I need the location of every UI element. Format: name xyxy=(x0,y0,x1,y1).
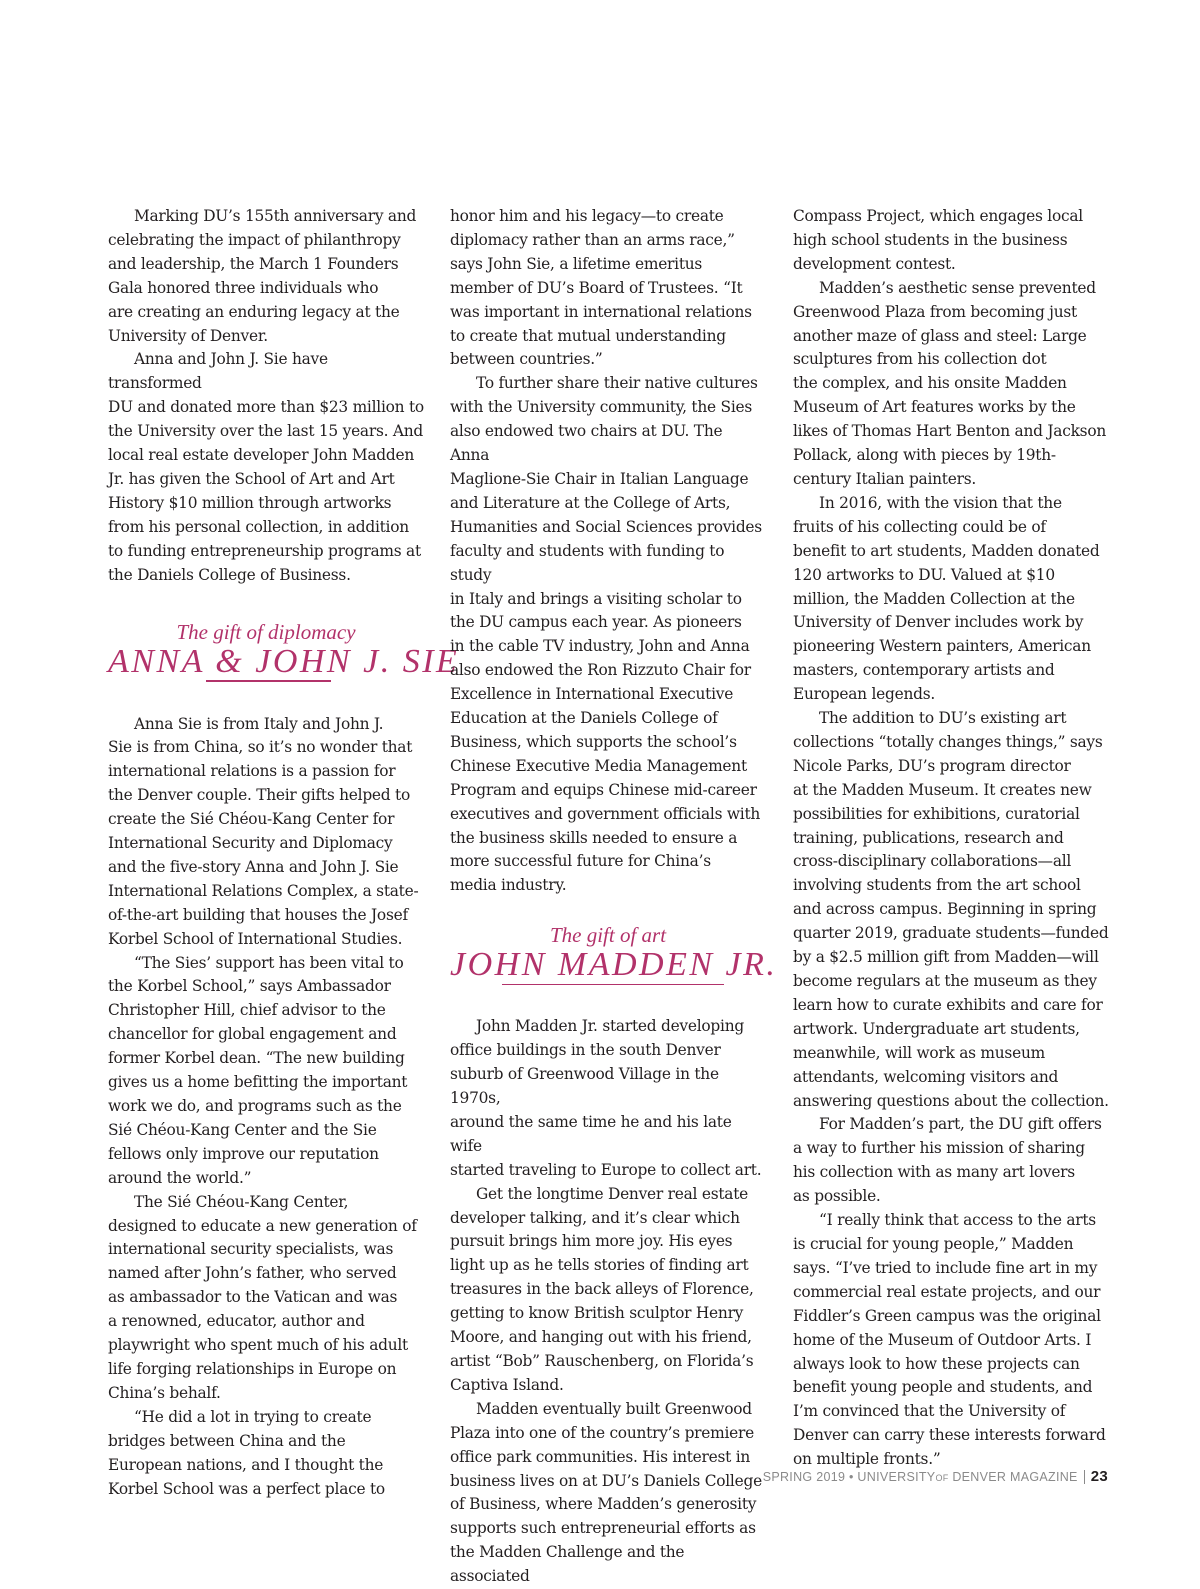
article-column-1 xyxy=(108,205,460,1501)
footer-magazine: DENVER MAGAZINE xyxy=(952,1470,1078,1484)
paragraph: For Madden’s part, the DU gift offers a way to further his mission of sharing his collection with as many art lovers as possible. xyxy=(793,1115,1102,1206)
paragraph: “The Sies’ support has been vital to the Korbel School,” says Ambassador Christopher Hill, chief advisor to the chancellor for global engagement and former Korbel dean. “The new building gives us a home befitting the important work we do, and programs such as the Sié Chéou-Kang Center and the Sie fellows only improve our reputation around the world.” xyxy=(108,953,408,1187)
paragraph: The Sié Chéou-Kang Center, designed to educate a new generation of international security specialists, was named after John’s father, who served as ambassador to the Vatican and was a renowned, educator, author and playwright who spent much of his adult life forging relationships in Europe on China’s behalf. xyxy=(108,1192,417,1402)
footer-of: OF xyxy=(935,1473,949,1483)
paragraph: “I really think that access to the arts is crucial for young people,” Madden says. “I’ve tried to include fine art in my commercial real estate projects, and our Fiddler’s Green campus was the original home of the Museum of Outdoor Arts. I always look to how these projects can benefit young people and students, and I’m convinced that the University of Denver can carry these interests forward on multiple fronts.” xyxy=(793,1211,1106,1469)
paragraph: The addition to DU’s existing art collections “totally changes things,” says Nicole Parks, DU’s program director at the Madden Museum. It creates new possibilities for exhibitions, curatorial training, publications, research and cross-disciplinary collaborations—all involving students from the art school and across campus. Beginning in spring quarter 2019, graduate students—funded by a $2.5 million gift from Madden—will become regulars at the museum as they learn how to curate exhibits and care for artwork. Undergraduate art students, meanwhile, will work as museum attendants, welcoming visitors and answering questions about the collection. xyxy=(793,709,1109,1110)
paragraph: In 2016, with the vision that the fruits of his collecting could be of benefit to art students, Madden donated 120 artworks to DU. Valued at $10 million, the Madden Collection at the University of Denver includes work by pioneering Western painters, American masters, contemporary artists and European legends. xyxy=(793,493,1100,704)
heading-name: JOHN MADDEN JR. xyxy=(450,946,778,984)
heading-name: ANNA & JOHN J. SIE xyxy=(108,642,460,680)
heading-name-wrapper xyxy=(108,644,459,680)
paragraph-continued: Compass Project, which engages local high school students in the business development contest. xyxy=(793,207,1083,273)
article-column-3 xyxy=(793,205,1109,1472)
paragraph: Anna Sie is from Italy and John J. Sie is from China, so it’s no wonder that international relations is a passion for the Denver couple. Their gifts helped to create the Sié Chéou-Kang Center for International Security and Diplomacy and the five-story Anna and John J. Sie International Relations Complex, a state- of-the-art building that houses the Josef Korbel School of International Studies. xyxy=(108,714,419,948)
heading-kicker: The gift of art xyxy=(549,923,667,948)
paragraph: Marking DU’s 155th anniversary and celebrating the impact of philanthropy and leadership, the March 1 Founders Gala honored three individuals who are creating an enduring legacy at the University of Denver. xyxy=(108,207,417,345)
paragraph: Madden eventually built Greenwood Plaza into one of the country’s premiere office park communities. His interest in business lives on at DU’s Daniels College of Business, where Madden’s generosity supports such entrepreneurial efforts as the Madden Challenge and the associated xyxy=(450,1399,762,1586)
section-heading-madden xyxy=(450,923,778,984)
paragraph: “He did a lot in trying to create bridges between China and the European nations, and I thought the Korbel School was a perfect place to xyxy=(108,1407,385,1498)
section-heading-sie xyxy=(108,619,460,680)
paragraph: Get the longtime Denver real estate developer talking, and it’s clear which pursuit brings him more joy. His eyes light up as he tells stories of finding art treasures in the back alleys of Florence, getting to know British sculptor Henry Moore, and hanging out with his friend, artist “Bob” Rauschenberg, on Florida’s Captiva Island. xyxy=(450,1184,754,1394)
article-column-2 xyxy=(450,205,778,1589)
heading-kicker: The gift of diplomacy xyxy=(176,619,356,644)
footer-divider xyxy=(1084,1470,1085,1484)
heading-underline xyxy=(502,984,724,986)
paragraph: Madden’s aesthetic sense prevented Greenwood Plaza from becoming just another maze of glass and steel: Large sculptures from his collection dot the complex, and his onsite Madden Museum of Art features works by the likes of Thomas Hart Benton and Jackson Pollack, along with pieces by 19th- century Italian painters. xyxy=(793,278,1106,488)
heading-underline xyxy=(206,680,331,682)
paragraph-continued: honor him and his legacy—to create diplomacy rather than an arms race,” says John Sie, a lifetime emeritus member of DU’s Board of Trustees. “It was important in international relations to create that mutual understanding between countries.” xyxy=(450,207,752,369)
paragraph: To further share their native cultures with the University community, the Sies also endowed two chairs at DU. The Anna Maglione-Sie Chair in Italian Language and Literature at the College of Arts, Humanities and Social Sciences provides faculty and students with funding to study in Italy and brings a visiting scholar to the DU campus each year. As pioneers in the cable TV industry, John and Anna also endowed the Ron Rizzuto Chair for Excellence in International Executive Education at the Daniels College of Business, which supports the school’s Chinese Executive Media Management Program and equips Chinese mid-career executives and government officials with the business skills needed to ensure a more successful future for China’s media industry. xyxy=(450,374,762,895)
footer-issue: SPRING 2019 • UNIVERSITY xyxy=(762,1470,936,1484)
heading-name-wrapper xyxy=(450,947,777,983)
paragraph: Anna and John J. Sie have transformed DU and donated more than $23 million to the University over the last 15 years. And local real estate developer John Madden Jr. has given the School of Art and Art History $10 million through artworks from his personal collection, in addition to funding entrepreneurship programs at the Daniels College of Business. xyxy=(108,350,424,584)
paragraph: John Madden Jr. started developing office buildings in the south Denver suburb of Greenwood Village in the 1970s, around the same time he and his late wife started traveling to Europe to collect art. xyxy=(450,1017,762,1179)
page-footer xyxy=(763,1468,1108,1485)
page-number: 23 xyxy=(1090,1468,1108,1485)
